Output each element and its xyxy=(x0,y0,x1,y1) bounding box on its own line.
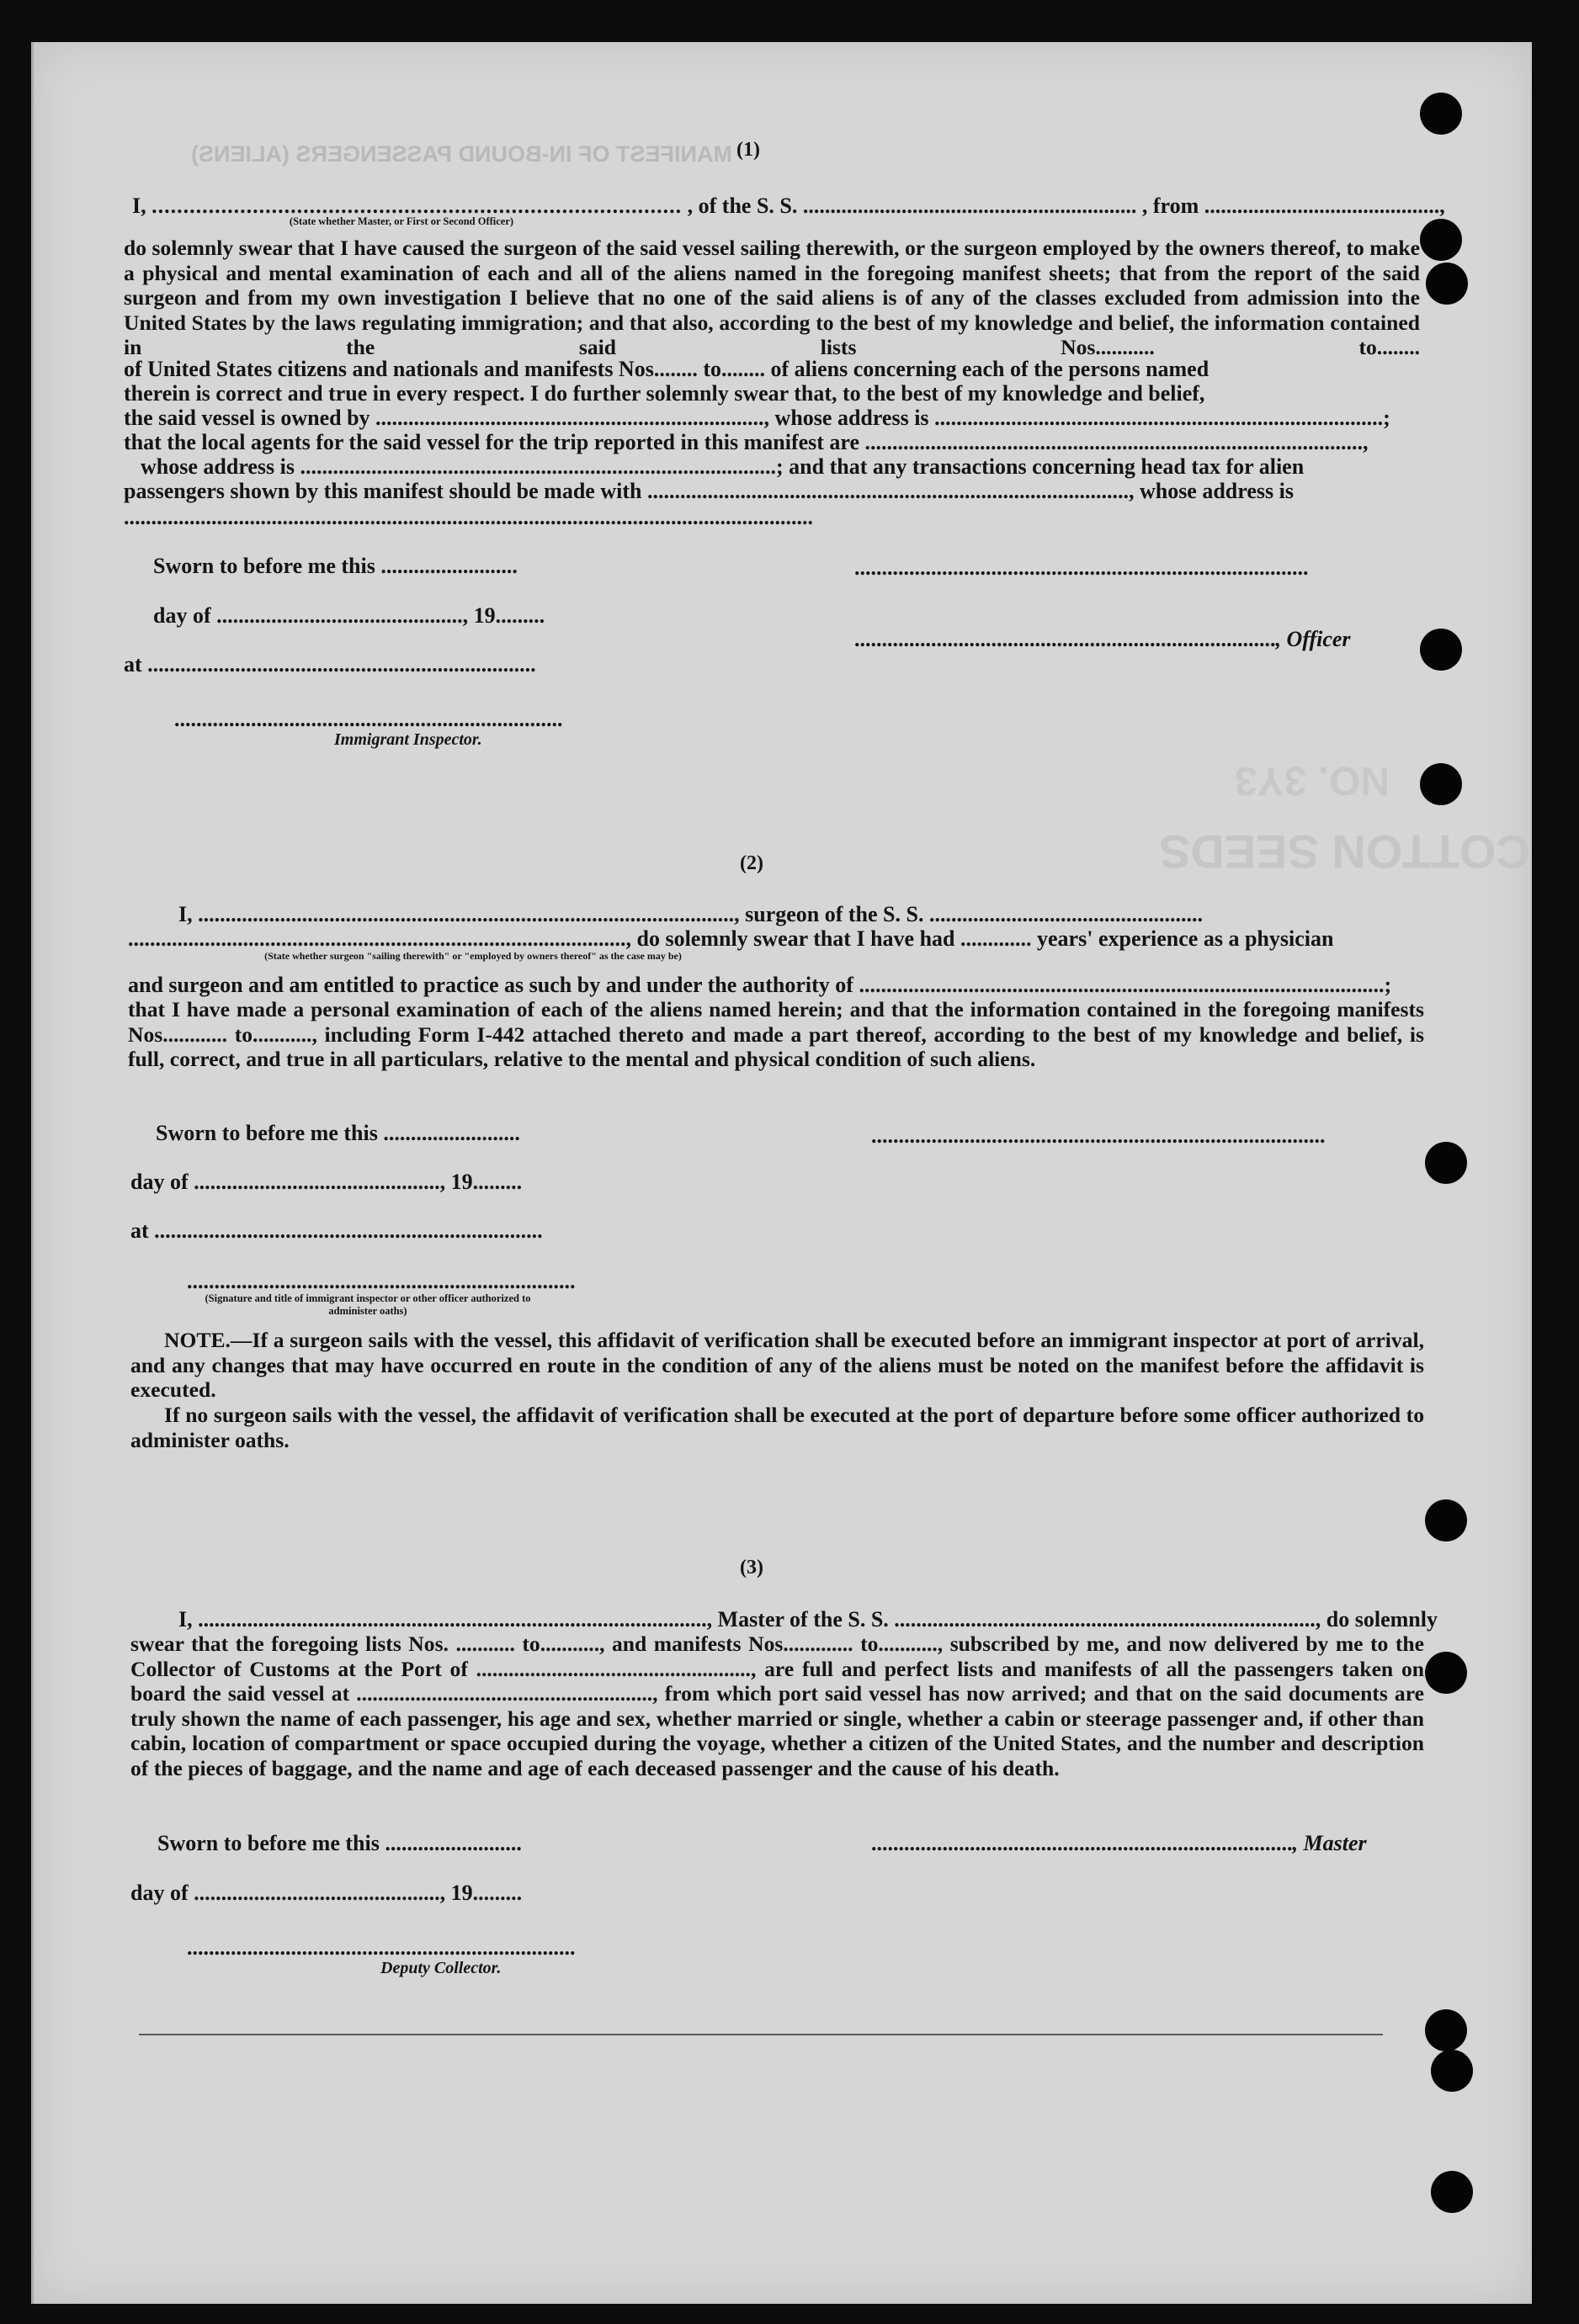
s1-at-line xyxy=(124,652,536,677)
s3-year-label: , 19 xyxy=(439,1881,473,1905)
s3-master-signature-field[interactable]: ............................................................................. xyxy=(871,1831,1293,1855)
s1-line-passengers xyxy=(124,479,1294,504)
s2-day-field[interactable]: ............................................. xyxy=(194,1170,440,1194)
s2-years-label: years' experience as a physician xyxy=(1037,926,1334,951)
s3-line-i xyxy=(178,1607,1438,1632)
s2-surgeon-note: (State whether surgeon "sailing therewith" or "employed by owners thereof" as the case may be) xyxy=(264,950,682,962)
binder-hole xyxy=(1425,1142,1467,1184)
binder-hole xyxy=(1420,763,1462,805)
s1-of-ss-label: , of the S. S. xyxy=(687,194,798,218)
s3-sworn-line xyxy=(157,1831,522,1856)
s3-deputy-label: Deputy Collector. xyxy=(380,1959,502,1977)
s2-authority-field[interactable]: ................................................................................................ xyxy=(859,973,1385,997)
s2-status-field[interactable]: ........................................................................................... xyxy=(128,926,626,951)
s3-sworn-date-field[interactable]: ......................... xyxy=(385,1831,522,1855)
s3-main-paragraph: swear that the foregoing lists Nos. ........... to..........., and manifests Nos............. to..........., subscribed by me, and now delivered by me to the Collector of Customs at the Port of ..................................................., are full and perfect lists and manifests of all the passengers taken on board the said vessel at ......................................................., from which port said vessel has now arrived; and that on the said documents are truly shown the name of each passenger, his age and sex, whether married or single, whether a cabin or steerage passenger and, if other than cabin, location of compartment or space occupied during the voyage, whether a citizen of the United States, and the number and description of the pieces of baggage, and the name and age of each deceased passenger and the cause of his death. xyxy=(130,1632,1424,1780)
s1-owned-label: the said vessel is owned by xyxy=(124,406,370,430)
s2-vessel-field[interactable]: .................................................. xyxy=(928,902,1203,926)
s3-day-field[interactable]: ............................................. xyxy=(194,1881,440,1905)
s1-owner-address-field[interactable]: .................................................................................. xyxy=(934,406,1384,430)
s3-master-signature-label: , Master xyxy=(1292,1831,1367,1855)
binder-hole xyxy=(1425,1652,1467,1694)
s2-line2 xyxy=(128,926,1333,952)
s1-day-label: day of xyxy=(153,603,211,628)
section-3-number: (3) xyxy=(740,1557,763,1579)
s1-vessel-name-field[interactable]: ............................................................. xyxy=(802,194,1137,218)
s2-at-field[interactable]: ....................................................................... xyxy=(154,1218,543,1243)
s1-day-field[interactable]: ............................................. xyxy=(216,603,463,628)
s1-year-field[interactable]: ......... xyxy=(495,603,545,628)
ghost-header-bleedthrough: MANIFEST OF IN-BOUND PASSENGERS (ALIENS) xyxy=(191,141,733,167)
s2-note-paragraph-1: NOTE.—If a surgeon sails with the vessel, this affidavit of verification shall be executed before an immigrant inspector at port of arrival, and any changes that may have occurred en route in the condition of any of the aliens must be noted on the manifest before the affidavit is executed. xyxy=(130,1328,1424,1403)
binder-hole xyxy=(1420,219,1462,261)
s1-headtax-party-field[interactable]: ........................................................................................ xyxy=(646,479,1129,503)
s2-line3 xyxy=(128,973,1391,998)
s1-officer-signature-field[interactable]: ............................................................................. xyxy=(854,627,1276,651)
s2-years-field[interactable]: ............. xyxy=(960,926,1032,951)
s1-from-port-field[interactable]: ........................................... xyxy=(1204,194,1440,218)
s2-i-label: I, xyxy=(178,902,193,926)
binder-hole xyxy=(1426,263,1468,305)
s2-officer-signature-field[interactable]: ................................................................................... xyxy=(871,1123,1326,1148)
s2-sworn-label: Sworn to before me this xyxy=(156,1121,378,1145)
s1-owner-field[interactable]: ....................................................................... xyxy=(375,406,764,430)
s3-i-label: I, xyxy=(178,1607,193,1632)
s1-officer-line xyxy=(854,627,1351,652)
section-1-number: (1) xyxy=(736,139,760,161)
s1-line-citizens: of United States citizens and nationals and manifests Nos........ to........ of aliens concerning each of the persons named xyxy=(124,357,1210,381)
s1-line-agents xyxy=(124,430,1369,455)
s2-at-label: at xyxy=(130,1218,149,1243)
binder-hole xyxy=(1425,1499,1467,1541)
s1-passengers-label: passengers shown by this manifest should be made with xyxy=(124,479,642,503)
binder-hole xyxy=(1425,2009,1467,2051)
binder-hole xyxy=(1420,629,1462,671)
s2-authority-label: and surgeon and am entitled to practice as such by and under the authority of xyxy=(128,973,853,997)
s1-i-label: I, xyxy=(132,194,146,218)
s1-day-line xyxy=(153,603,545,629)
s1-officer-signature-top-field[interactable]: ................................................................................... xyxy=(854,555,1309,580)
s2-sworn-line xyxy=(156,1121,520,1146)
s1-at-field[interactable]: ....................................................................... xyxy=(147,652,536,677)
s2-line-i xyxy=(178,902,1203,927)
s1-line-correct: therein is correct and true in every respect. I do further solemnly swear that, to the best of my knowledge and belief, xyxy=(124,381,1205,406)
s3-vessel-field[interactable]: ............................................................................. xyxy=(894,1607,1316,1632)
bottom-rule xyxy=(139,2034,1383,2035)
s1-sworn-date-field[interactable]: ......................... xyxy=(380,554,518,578)
s1-from-label: , from xyxy=(1141,194,1199,218)
s2-signature-field[interactable]: ....................................................................... xyxy=(187,1269,576,1293)
s3-master-line xyxy=(871,1831,1367,1856)
s2-signature-note: (Signature and title of immigrant inspector or other officer authorized to administer oaths) xyxy=(205,1292,531,1317)
s2-swear-label: , do solemnly swear that I have had xyxy=(625,926,955,951)
s1-owned-end: ; xyxy=(1383,406,1390,430)
s3-day-label: day of xyxy=(130,1881,189,1905)
s1-passengers-address-label: , whose address is xyxy=(1128,479,1294,503)
s3-master-label: , Master of the S. S. xyxy=(706,1607,889,1632)
s1-main-paragraph: do solemnly swear that I have caused the surgeon of the said vessel sailing therewith, or the surgeon employed by the owners thereof, to make a physical and mental examination of each and all of the aliens named in the foregoing manifest sheets; that from the report of the said surgeon and from my own investigation I believe that no one of the said aliens is of any of the classes excluded from admission into the United States by the laws regulating immigration; and that also, according to the best of my knowledge and belief, the information contained in the said lists Nos........... to........ xyxy=(124,236,1420,360)
s1-master-note: (State whether Master, or First or Second Officer) xyxy=(289,215,514,227)
binder-hole xyxy=(1420,93,1462,135)
s1-master-name-field[interactable]: .................................................................................... xyxy=(152,194,683,218)
s1-inspector-label: Immigrant Inspector. xyxy=(334,730,482,749)
binder-hole xyxy=(1431,2171,1473,2213)
s1-at-label: at xyxy=(124,652,142,677)
s1-agents-field[interactable]: ........................................................................................... xyxy=(864,430,1364,454)
s2-year-label: , 19 xyxy=(439,1170,473,1194)
s3-deputy-signature-field[interactable]: ....................................................................... xyxy=(187,1935,576,1960)
s2-day-line xyxy=(130,1170,522,1195)
ghost-stamp-1: COTTON SEEDS xyxy=(1159,825,1530,878)
s1-passengers-address-field[interactable]: .............................................................................................................................. xyxy=(124,505,813,529)
manifest-page xyxy=(31,42,1532,2304)
binder-hole xyxy=(1431,2050,1473,2092)
s2-sworn-date-field[interactable]: ......................... xyxy=(383,1121,520,1145)
s1-inspector-signature-field[interactable]: ....................................................................... xyxy=(174,707,563,731)
s1-owner-address-label: , whose address is xyxy=(763,406,929,430)
s1-year-label: , 19 xyxy=(462,603,496,628)
s2-surgeon-label: , surgeon of the S. S. xyxy=(734,902,924,926)
s1-agents-end: , xyxy=(1363,430,1369,454)
s3-day-line xyxy=(130,1881,522,1906)
ghost-stamp-2: NO. 3Y3 xyxy=(1235,758,1390,803)
s2-main-paragraph: that I have made a personal examination of each of the aliens named herein; and that the information contained in the foregoing manifests Nos............ to..........., including Form I-442 attached thereto and made a part thereof, according to the best of my knowledge and belief, is full, correct, and true in all particulars, relative to the mental and physical condition of such aliens. xyxy=(128,997,1424,1072)
s1-officer-label: , Officer xyxy=(1275,627,1351,651)
s2-line3-end: ; xyxy=(1384,973,1392,997)
s1-sworn-line xyxy=(153,554,518,579)
s1-headtax-label: ; and that any transactions concerning head tax for alien xyxy=(776,454,1305,479)
s1-agents-address-field[interactable]: ....................................................................................... xyxy=(300,454,777,479)
s1-line1-end: , xyxy=(1439,194,1445,218)
s2-note-paragraph-2: If no surgeon sails with the vessel, the affidavit of verification shall be executed at the port of departure before some officer authorized to administer oaths. xyxy=(130,1403,1424,1452)
section-2-number: (2) xyxy=(740,852,763,874)
s1-address-label: whose address is xyxy=(141,454,295,479)
s2-day-label: day of xyxy=(130,1170,189,1194)
s3-master-name-field[interactable]: ............................................................................................. xyxy=(198,1607,707,1632)
s2-at-line xyxy=(130,1218,543,1244)
s1-agents-label: that the local agents for the said vessel for the trip reported in this manifest are xyxy=(124,430,860,454)
s3-year-field[interactable]: ......... xyxy=(472,1881,523,1905)
s3-sworn-label: Sworn to before me this xyxy=(157,1831,380,1855)
s2-surgeon-name-field[interactable]: .................................................................................................. xyxy=(198,902,735,926)
s2-year-field[interactable]: ......... xyxy=(472,1170,523,1194)
s1-line-address xyxy=(124,454,1304,480)
s3-solemnly-label: , do solemnly xyxy=(1315,1607,1438,1632)
s1-sworn-label: Sworn to before me this xyxy=(153,554,375,578)
s1-line-owned xyxy=(124,406,1390,431)
